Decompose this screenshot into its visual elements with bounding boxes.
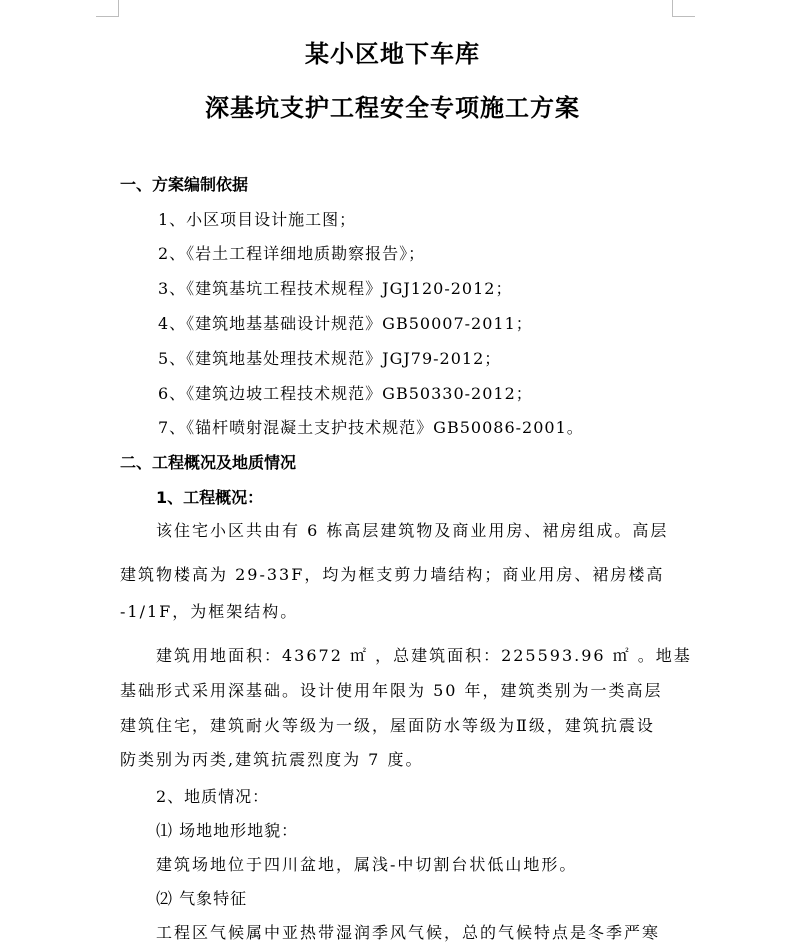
reference-item: 5、《建筑地基处理技术规范》JGJ79-2012； [158,349,502,368]
section2-heading: 二、工程概况及地质情况 [120,453,297,472]
subsection-heading-overview: 1、工程概况： [156,488,264,507]
page-corner-mark-right [672,0,695,17]
paragraph-line: -1/1F，为框架结构。 [120,602,299,621]
section1-heading: 一、方案编制依据 [120,175,249,194]
reference-item: 7、《锚杆喷射混凝土支护技术规范》GB50086-2001。 [158,418,584,437]
subsection-heading-geology: 2、地质情况： [156,787,270,806]
document-title-line2: 深基坑支护工程安全专项施工方案 [205,94,580,122]
paragraph-line: 工程区气候属中亚热带湿润季风气候，总的气候特点是冬季严寒 [156,923,661,942]
reference-item: 3、《建筑基坑工程技术规程》JGJ120-2012； [158,279,513,298]
paragraph-line: 该住宅小区共由有 6 栋高层建筑物及商业用房、裙房组成。高层 [156,521,669,540]
paragraph-line: 建筑住宅，建筑耐火等级为一级，屋面防水等级为Ⅱ级，建筑抗震设 [120,716,655,735]
geology-item-heading: ⑴ 场地地形地貌： [156,821,299,840]
reference-item: 1、小区项目设计施工图； [158,210,357,229]
paragraph-line: 建筑物楼高为 29-33F，均为框支剪力墙结构；商业用房、裙房楼高 [120,565,665,584]
reference-item: 6、《建筑边坡工程技术规范》GB50330-2012； [158,384,533,403]
paragraph-line: 防类别为丙类,建筑抗震烈度为 7 度。 [120,750,424,769]
geology-item-heading: ⑵ 气象特征 [156,889,248,908]
page-corner-mark-left [96,0,119,17]
paragraph-line: 建筑用地面积：43672 ㎡ ，总建筑面积：225593.96 ㎡ 。地基 [156,646,692,665]
reference-item: 4、《建筑地基基础设计规范》GB50007-2011； [158,314,533,333]
reference-item: 2、《岩土工程详细地质勘察报告》； [158,244,426,263]
paragraph-line: 建筑场地位于四川盆地，属浅-中切割台状低山地形。 [156,855,578,874]
document-title-line1: 某小区地下车库 [305,40,480,68]
paragraph-line: 基础形式采用深基础。设计使用年限为 50 年，建筑类别为一类高层 [120,681,663,700]
